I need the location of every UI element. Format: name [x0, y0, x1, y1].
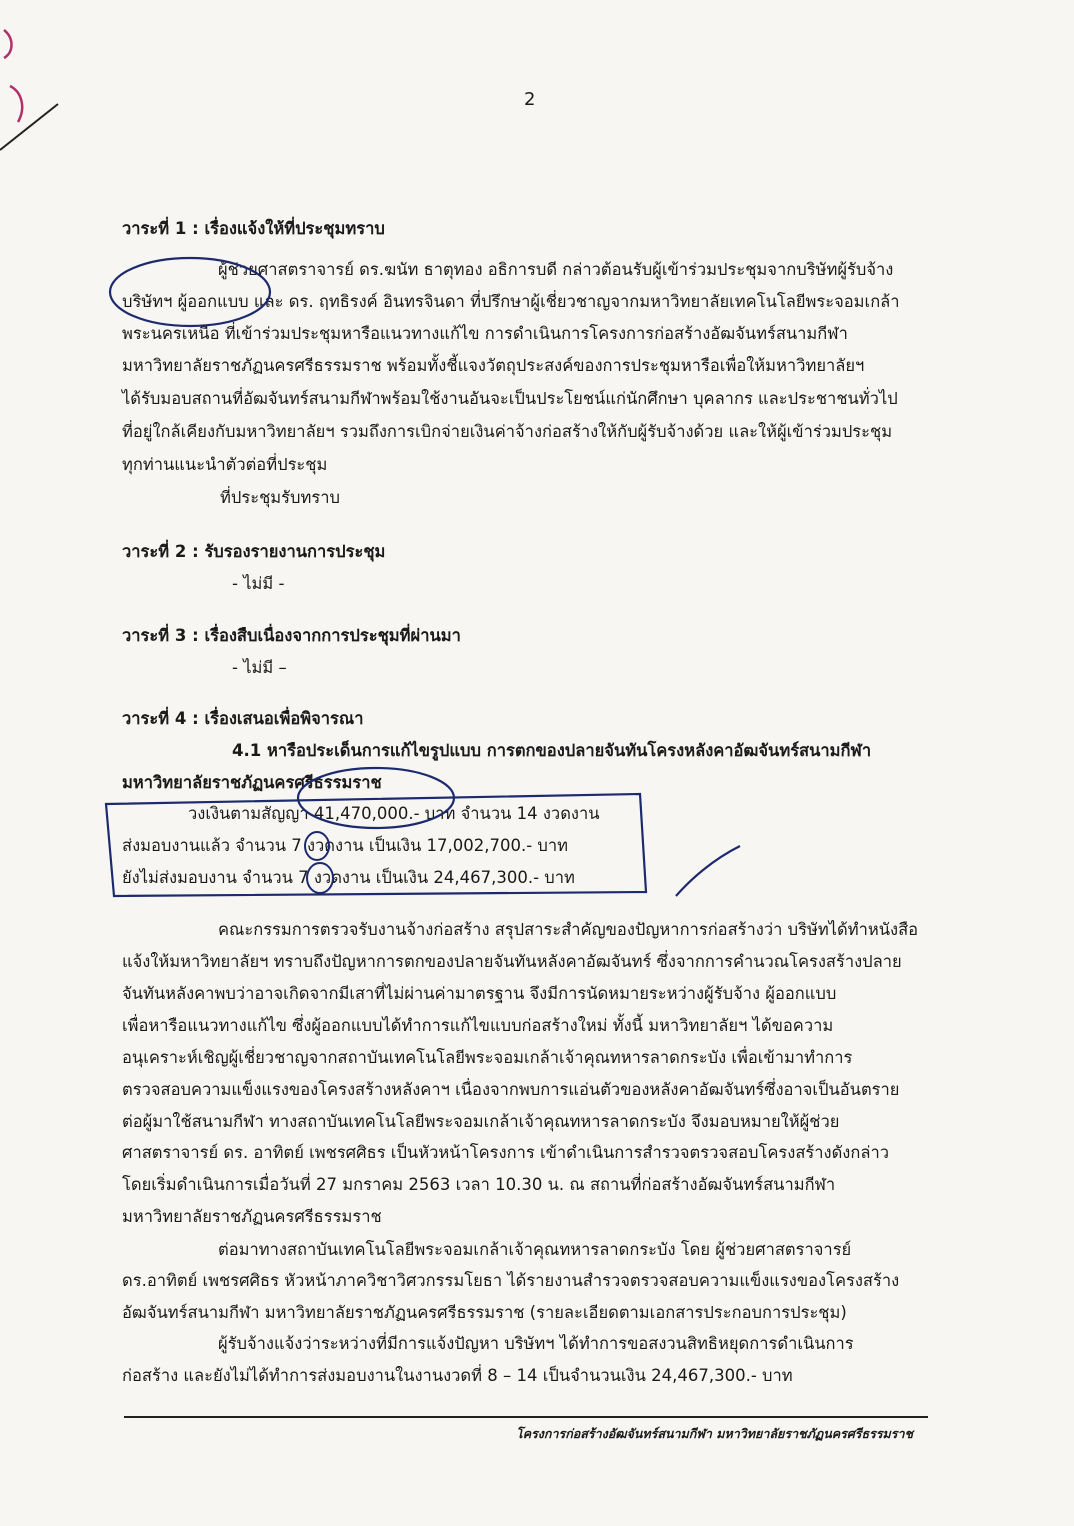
paragraph-line: มหาวิทยาลัยราชภัฏนครศรีธรรมราช	[122, 1207, 382, 1226]
contract-line: ยังไม่ส่งมอบงาน จำนวน 7 งวดงาน เป็นเงิน 24,467,300.- บาท	[122, 868, 575, 887]
agenda4-item-line: 4.1 หารือประเด็นการแก้ไขรูปแบบ การตกของปลายจันทันโครงหลังคาอัฒจันทร์สนามกีฬา	[232, 741, 872, 760]
paragraph-line: ต่อผู้มาใช้สนามกีฬา ทางสถาบันเทคโนโลยีพระจอมเกล้าเจ้าคุณทหารลาดกระบัง จึงมอบหมายให้ผู้ช่วย	[122, 1112, 840, 1131]
agenda1-line: ผู้ช่วยศาสตราจารย์ ดร.ฆนัท ธาตุทอง อธิการบดี กล่าวต้อนรับผู้เข้าร่วมประชุมจากบริษัทผู้รับจ้าง	[218, 260, 894, 279]
paragraph-line: ต่อมาทางสถาบันเทคโนโลยีพระจอมเกล้าเจ้าคุณทหารลาดกระบัง โดย ผู้ช่วยศาสตราจารย์	[218, 1240, 852, 1259]
agenda1-line: ทุกท่านแนะนำตัวต่อที่ประชุม	[122, 455, 328, 474]
pen-stroke	[676, 846, 740, 896]
paragraph-line: ผู้รับจ้างแจ้งว่าระหว่างที่มีการแจ้งปัญหา บริษัทฯ ได้ทำการขอสงวนสิทธิหยุดการดำเนินการ	[218, 1334, 854, 1353]
paragraph-line: จันทันหลังคาพบว่าอาจเกิดจากมีเสาที่ไม่ผ่านค่ามาตรฐาน จึงมีการนัดหมายระหว่างผู้รับจ้าง ผู้ออกแบบ	[122, 984, 837, 1003]
page-number: 2	[524, 89, 536, 110]
contract-line: ส่งมอบงานแล้ว จำนวน 7 งวดงาน เป็นเงิน 17,002,700.- บาท	[122, 836, 569, 855]
red-pen-mark	[0, 104, 58, 150]
agenda1-line: พระนครเหนือ ที่เข้าร่วมประชุมหารือแนวทางแก้ไข การดำเนินการโครงการก่อสร้างอัฒจันทร์สนามกีฬา	[122, 324, 848, 343]
footer-text: โครงการก่อสร้างอัฒจันทร์สนามกีฬา มหาวิทยาลัยราชภัฏนครศรีธรรมราช	[516, 1426, 913, 1441]
red-pen-mark	[4, 30, 12, 58]
agenda1-line: บริษัทฯ ผู้ออกแบบ และ ดร. ฤทธิรงค์ อินทรจินดา ที่ปรึกษาผู้เชี่ยวชาญจากมหาวิทยาลัยเทคโนโลยีพระจอมเกล้า	[122, 292, 900, 311]
paragraph-line: แจ้งให้มหาวิทยาลัยฯ ทราบถึงปัญหาการตกของปลายจันทันหลังคาอัฒจันทร์ ซึ่งจากการคำนวณโครงสร้างปลาย	[122, 952, 902, 971]
agenda1-heading: วาระที่ 1 : เรื่องแจ้งให้ที่ประชุมทราบ	[122, 219, 385, 238]
agenda2-note: - ไม่มี -	[232, 574, 285, 593]
paragraph-line: ดร.อาทิตย์ เพชรศศิธร หัวหน้าภาควิชาวิศวกรรมโยธา ได้รายงานสำรวจตรวจสอบความแข็งแรงของโครงสร้าง	[122, 1271, 900, 1290]
agenda1-line: ที่อยู่ใกล้เคียงกับมหาวิทยาลัยฯ รวมถึงการเบิกจ่ายเงินค่าจ้างก่อสร้างให้กับผู้รับจ้างด้วย และให้ผู้เข้าร่วมประชุม	[122, 422, 893, 441]
paragraph-line: ศาสตราจารย์ ดร. อาทิตย์ เพชรศศิธร เป็นหัวหน้าโครงการ เข้าดำเนินการสำรวจตรวจสอบโครงสร้างดังกล่าว	[122, 1143, 890, 1162]
agenda1-line: ได้รับมอบสถานที่อัฒจันทร์สนามกีฬาพร้อมใช้งานอันจะเป็นประโยชน์แก่นักศึกษา บุคลากร และประชาชนทั่วไป	[122, 389, 898, 408]
footer-rule	[124, 1416, 928, 1418]
agenda4-heading: วาระที่ 4 : เรื่องเสนอเพื่อพิจารณา	[122, 709, 364, 728]
agenda4-item-line: มหาวิทยาลัยราชภัฏนครศรีธรรมราช	[122, 773, 382, 792]
agenda1-line: มหาวิทยาลัยราชภัฏนครศรีธรรมราช พร้อมทั้งชี้แจงวัตถุประสงค์ของการประชุมหารือเพื่อให้มหาวิทยาลัยฯ	[122, 356, 865, 375]
agenda3-note: - ไม่มี –	[232, 658, 287, 677]
paragraph-line: ก่อสร้าง และยังไม่ได้ทำการส่งมอบงานในงานงวดที่ 8 – 14 เป็นจำนวนเงิน 24,467,300.- บาท	[122, 1366, 793, 1385]
paragraph-line: อนุเคราะห์เชิญผู้เชี่ยวชาญจากสถาบันเทคโนโลยีพระจอมเกล้าเจ้าคุณทหารลาดกระบัง เพื่อเข้ามาทำการ	[122, 1048, 853, 1067]
paragraph-line: เพื่อหารือแนวทางแก้ไข ซึ่งผู้ออกแบบได้ทำการแก้ไขแบบก่อสร้างใหม่ ทั้งนี้ มหาวิทยาลัยฯ ได้ขอความ	[122, 1016, 834, 1035]
paragraph-line: โดยเริ่มดำเนินการเมื่อวันที่ 27 มกราคม 2563 เวลา 10.30 น. ณ สถานที่ก่อสร้างอัฒจันทร์สนามกีฬา	[122, 1175, 836, 1194]
agenda2-heading: วาระที่ 2 : รับรองรายงานการประชุม	[122, 542, 386, 561]
paragraph-line: อัฒจันทร์สนามกีฬา มหาวิทยาลัยราชภัฏนครศรีธรรมราช (รายละเอียดตามเอกสารประกอบการประชุม)	[122, 1303, 847, 1322]
red-pen-mark	[10, 86, 22, 122]
paragraph-line: ตรวจสอบความแข็งแรงของโครงสร้างหลังคาฯ เนื่องจากพบการแอ่นตัวของหลังคาอัฒจันทร์ซึ่งอาจเป็นอันตราย	[122, 1080, 900, 1099]
contract-line: วงเงินตามสัญญา 41,470,000.- บาท จำนวน 14 งวดงาน	[188, 804, 600, 823]
agenda1-resolution: ที่ประชุมรับทราบ	[220, 488, 340, 507]
paragraph-line: คณะกรรมการตรวจรับงานจ้างก่อสร้าง สรุปสาระสำคัญของปัญหาการก่อสร้างว่า บริษัทได้ทำหนังสือ	[218, 920, 919, 939]
agenda3-heading: วาระที่ 3 : เรื่องสืบเนื่องจากการประชุมที่ผ่านมา	[122, 626, 461, 645]
